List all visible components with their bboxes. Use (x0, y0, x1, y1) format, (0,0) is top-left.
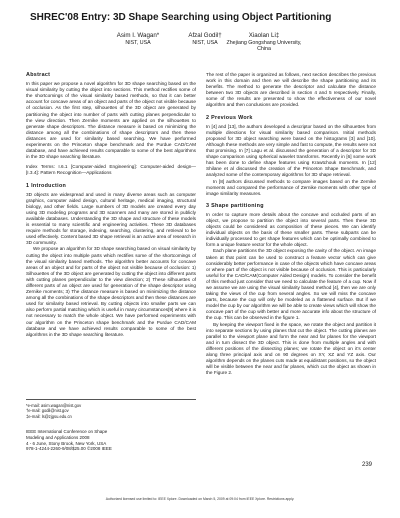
footnote-email: *e-mail: asim.wagan@nist.gov (26, 403, 82, 408)
paragraph: We propose an algorithm for 3D shape searching based on visual similarity by cutting the object into multiple parts which rectifies some of the shortcomings of the visual similarity based methods. The algorithm better accounts for concave areas of an object and for parts of the object not visible because of occlusion: 1) Silhouettes of the 3D object are generated by cutting the object into different parts with cutting planes perpendicular to the view direction; 2) These silhouettes of different parts of an object are used for generation of the shape descriptor using Zernike moments; 3) The distance measure is based on minimizing the distance among all the combinations of the shape descriptors and then these distances are used for similarity based retrieval. By cutting objects into smaller parts we can also perform partial matching which is useful in many circumstances[9] where it is not necessary to match the whole object. We have performed experiments with our algorithm on the Princeton shape benchmark and the Purdue CAD/CAM database and we have achieved results comparable to some of the best algorithms in the 3D shape searching literature. (26, 246, 196, 337)
index-terms: Index Terms: I.6.1 [Computer-aided Engineering]: Computer-aided design— [I.3.4]: Pattern Recognition—Applications (26, 164, 196, 176)
left-column (26, 72, 196, 338)
paragraph: Each plane partitions the 3D object exposing the cavity of the object. An image taken at that point can be used to construct a feature vector which can give considerably better performance in case of the objects which have concave areas or where part of the object is not visible because of occlusion. This is particularly useful for the CAD/CAM(Computer Aided Design) models. To consider the benefit of this method just consider that we need to calculate the feature of a cup. Now if we assume we are using the visual similarity based method [4], then we are only taking the views of the cup from several angles. So we will miss the concave parts, because the cup will only be modeled as a flattened surface. But if we model the cup by our algorithm we will be able to create views which will show the concave part of the cup with better and more accurate info about the structure of the cup. This can be observed in the figure 1. (206, 248, 376, 321)
download-notice: Authorized licensed use limited to: IEEE Xplore. Downloaded on March 5, 2009 at 09:04 from IEEE Xplore. Restrictions apply. (105, 497, 295, 501)
right-column (206, 72, 376, 376)
abstract-heading: Abstract (26, 72, 51, 78)
venue-info (26, 429, 196, 452)
venue-line: Modeling and Applications 2008 (26, 434, 90, 440)
author-block (0, 33, 400, 63)
section-heading-introduction: 1 Introduction (26, 182, 67, 189)
section-heading-previous-work: 2 Previous Work (206, 114, 253, 121)
section-heading-shape-partitioning: 3 Shape partitioning (206, 202, 264, 209)
author-affiliation: NIST, USA (192, 39, 218, 46)
paragraph: In [8] authors discussed methods to compare images based on the Zernike moments and compared the performance of Zernike moments with other type of image similarity measures. (206, 178, 376, 196)
author-name: Afzal Godil† (188, 32, 222, 39)
author-3 (225, 33, 303, 53)
author-affiliation: NIST, USA (125, 39, 151, 46)
venue-line: 4 - 6 June, Stony Brook, New York, USA (26, 440, 107, 446)
paragraph: 3D objects are widespread and used in many diverse areas such as computer graphics, computer aided design, cultural heritage, medical imaging, structural biology, and other fields. Large numbers of 3D models are created every day using 3D modeling programs and 3D scanners and many are stored in publicly available databases. Understanding the 3D shape and structure of these models is essential to many scientific and engineering activities. These 3D databases require methods for storage, indexing, searching, clustering, and retrieval to be used effectively. Content based 3D shape retrieval is an active area of research in 3D community. (26, 191, 196, 246)
paragraph: In [4] and [13], the authors developed a descriptor based on the silhouettes from multiple directions for visual similarity based comparison. Initial methods proposed for 3D object searching were based on the histograms [3] and [10]. Although these methods are very simple and fast to compute, the results were not that promising. In [7] Lagu et al. discussed the generation of a descriptor for 3D shape comparison using spherical wavelet transforms. Recently in [6] some work has been done to define shape features using Krawtchouk moments. In [12] Shilane et al discussed the creation of the Princeton Shape Benchmark, and analyzed some of the contemporary algorithms for 3D shape retrieval. (206, 123, 376, 178)
paragraph: In order to capture more details about the concave and occluded parts of an object, we propose to partition the object into several parts. Then these 3D objects could be considered as composition of these pieces. We can identify individual objects on the basis of these smaller parts. These subparts can be individually processed to get shape features which can be optimally combined to form a unique feature vector for the whole object. (206, 211, 376, 248)
author-affiliation: Zhejiang Gongshang University, China (226, 39, 302, 53)
page-number: 239 (362, 462, 373, 468)
paper-title: SHREC'08 Entry: 3D Shape Searching using Object Partitioning (30, 12, 332, 23)
paragraph: By keeping the viewport fixed in the space, we rotate the object and partition it into separate sections by using planes that cut the object. The cutting planes are parallel to the viewport plane and form the near and far planes for the viewport and in turn dissect the 3D object. This is done from multiple angles and with different positions of the dissecting planes; we rotate the object on it's center along three principal axis and on 90 degrees on XY, XZ and YZ axis. Our algorithm depends on the planes cuts made at equidistant positions, so the object will be visible between the near and far planes, which cut the object as shown in the Figure 2. (206, 321, 376, 376)
venue-line: 978-1-4244-2260-9/08/$25.00 ©2008 IEEE (26, 446, 112, 452)
footnote-email: ‡e-mail: ls@zjgsu.edu.cn (26, 413, 72, 419)
abstract-text: In this paper we propose a novel algorithm for 3D shape searching based on the visual similarity by cutting the object into sections. This method rectifies some of the shortcomings of the visual similarity based methods, so that it can better account for concave areas of an object and parts of the object not visible because of occlusion. As the first step, silhouettes of the 3D object are generated by partitioning the object into number of parts with cutting planes perpendicular to the view direction. Then Zernike moments are applied on the silhouettes to generate shape descriptors. The distance measure is based on minimizing the distance among all the combinations of shape descriptors and then these distances are used for similarity based searching. We have performed experiments on the Princeton shape benchmark and the Purdue CAD/CAM database, and have achieved results comparable to some of the best algorithms in the 3D shape searching literature. (26, 81, 196, 160)
venue-line: IEEE International Conference on Shape (26, 429, 108, 434)
footnote-email: †e-mail: godil@nist.gov (26, 408, 69, 414)
paragraph: The rest of the paper is organized as follows, next section describes the previous work in this domain and then we will describe the shape partitioning and its benefits. The method to generate the descriptor and calculate the distance between two 3D objects are described in section 4 and 5 respectively. Finally, some of the results are presented to show the effectiveness of our novel algorithm and then conclusions are provided. (206, 72, 376, 108)
author-name: Asim I. Wagan* (116, 32, 160, 39)
author-name: Xiaolan Li‡ (248, 32, 280, 39)
footnotes (26, 399, 196, 419)
